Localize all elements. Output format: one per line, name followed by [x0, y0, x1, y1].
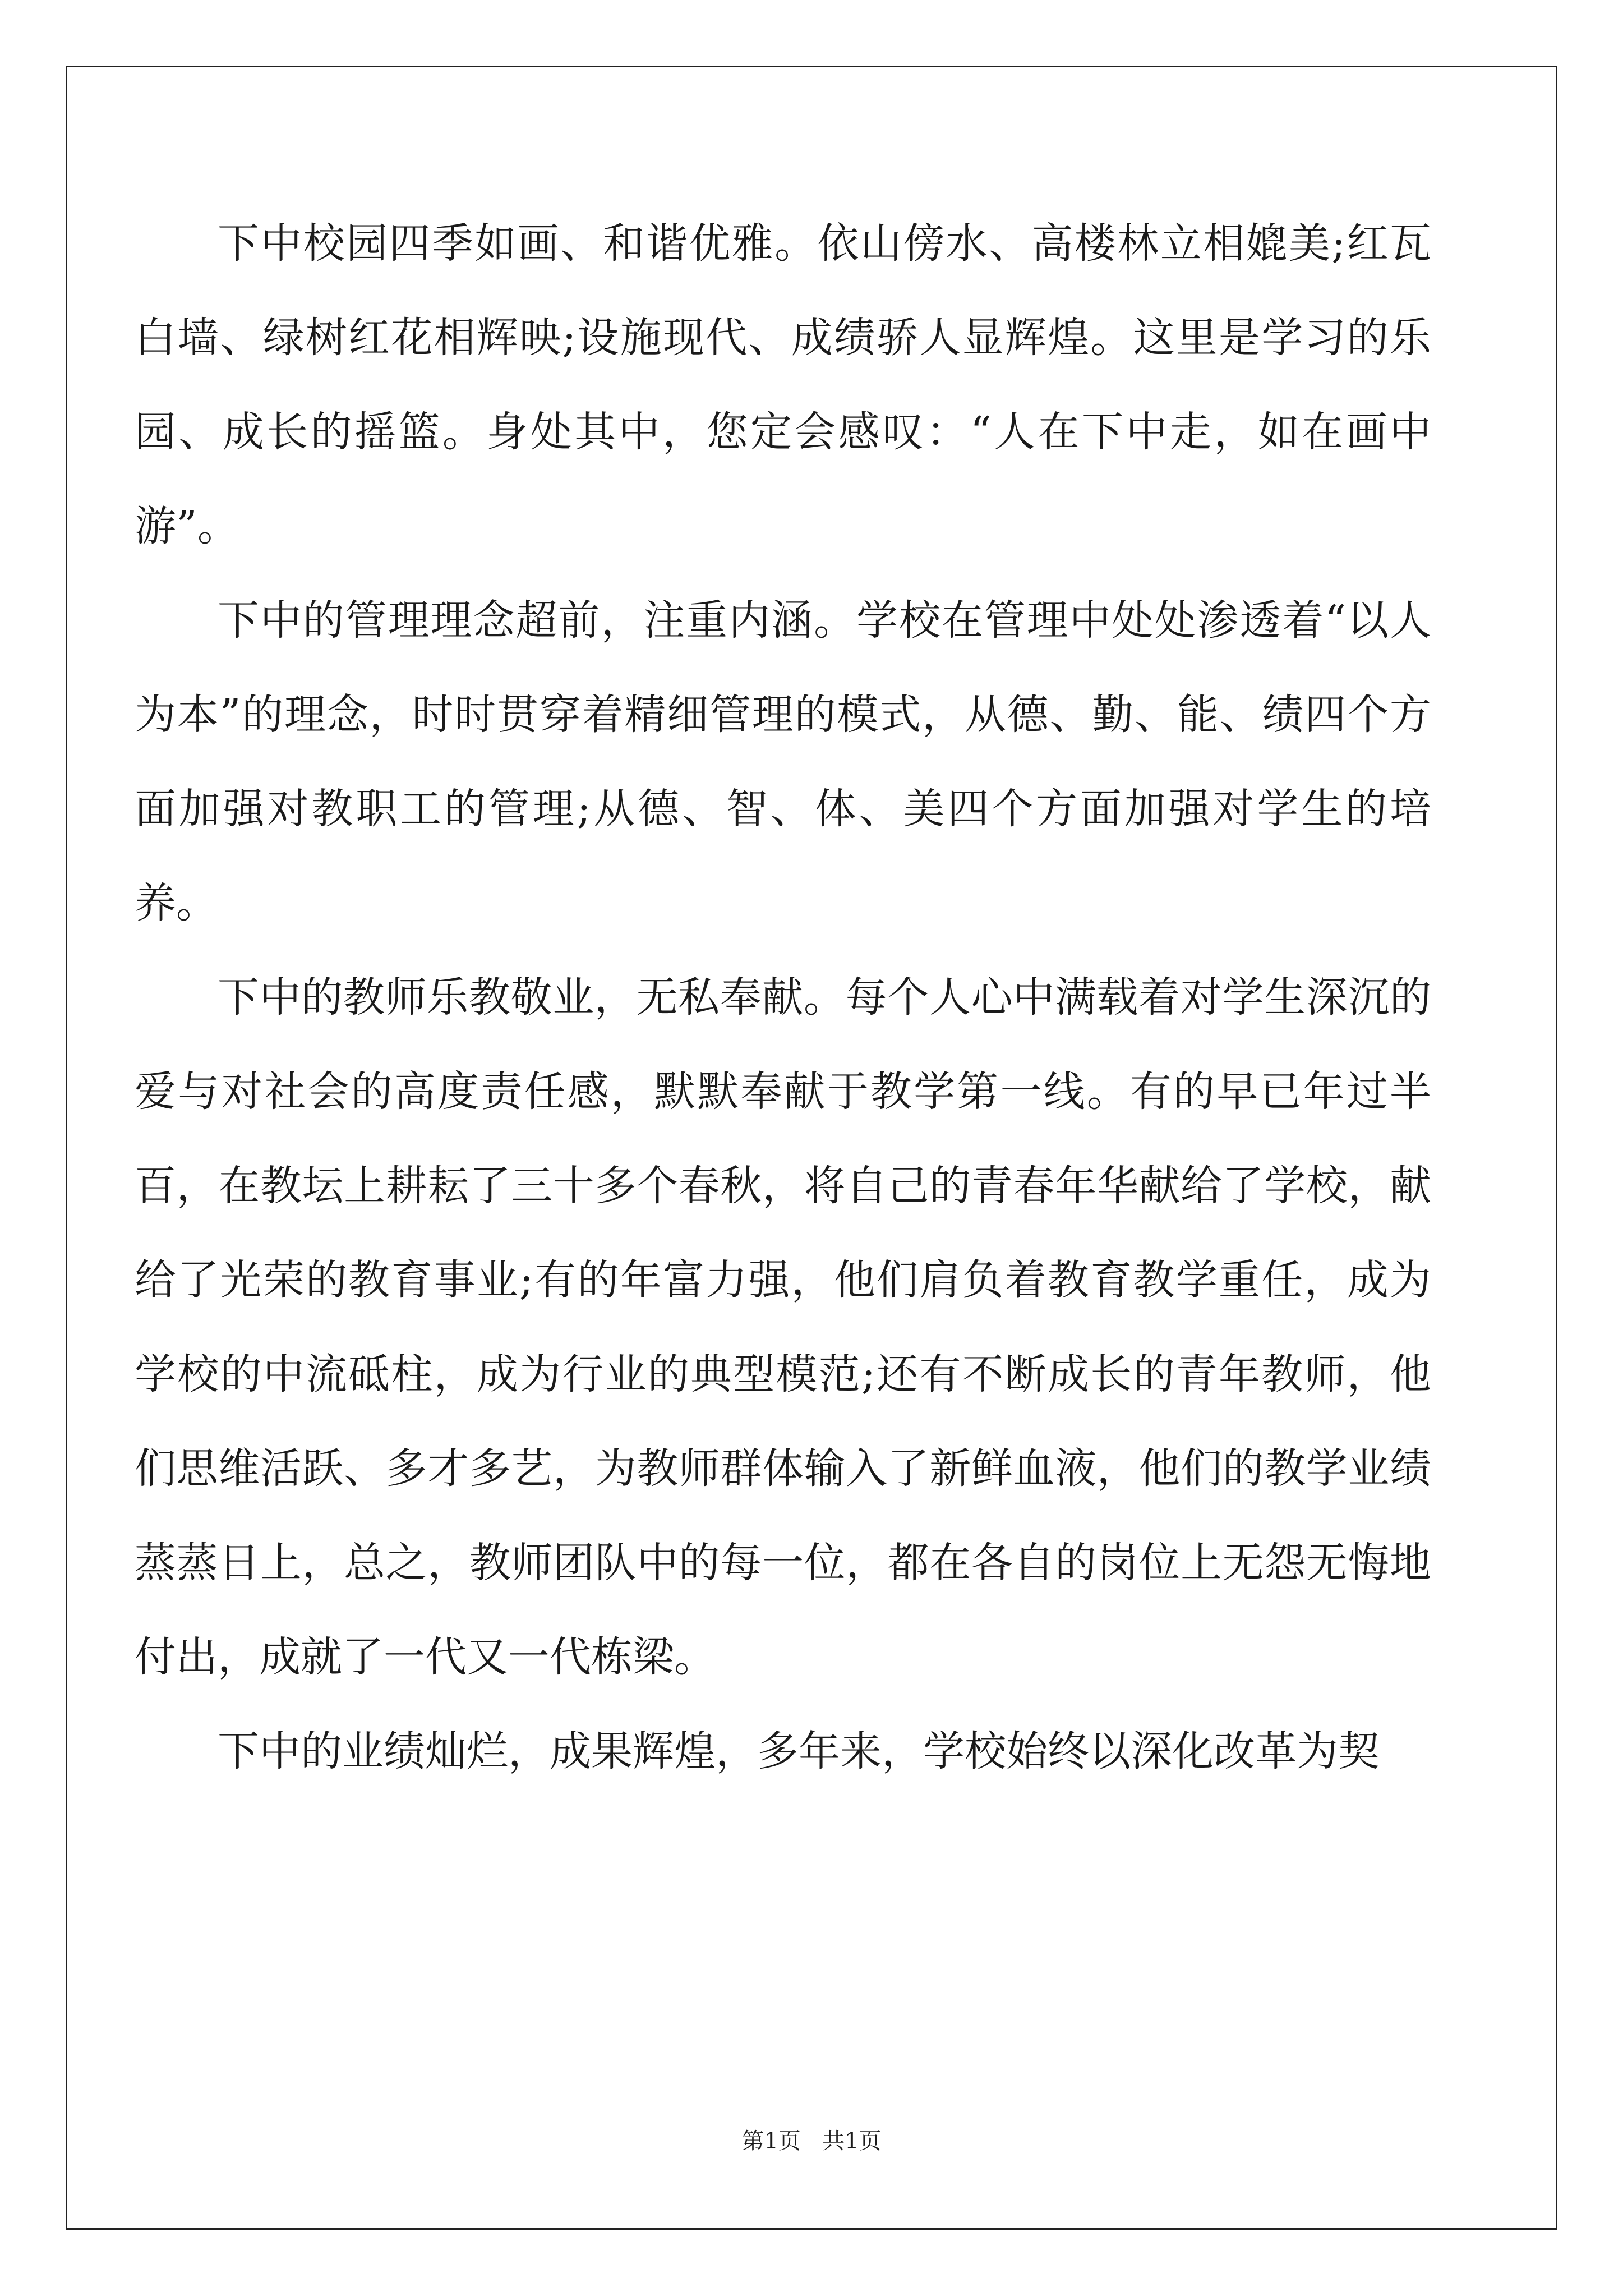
paragraph-campus: 下中校园四季如画、和谐优雅。依山傍水、高楼林立相媲美;红瓦白墙、绿树红花相辉映;设施现代、成绩骄人显辉煌。这里是学习的乐园、成长的摇篮。身处其中，您定会感叹：“人在下中走，如在画中游”。	[135, 219, 1431, 550]
page-number: 第1页	[741, 2128, 801, 2154]
paragraph-achievements: 下中的业绩灿烂，成果辉煌，多年来，学校始终以深化改革为契	[218, 1727, 1380, 1775]
document-body	[135, 196, 1431, 1798]
page-total: 共1页	[822, 2128, 882, 2154]
paragraph-management: 下中的管理理念超前，注重内涵。学校在管理中处处渗透着“以人为本”的理念，时时贯穿着精细管理的模式，从德、勤、能、绩四个方面加强对教职工的管理;从德、智、体、美四个方面加强对学生的培养。	[135, 596, 1431, 927]
paragraph-teachers: 下中的教师乐教敬业，无私奉献。每个人心中满载着对学生深沉的爱与对社会的高度责任感，默默奉献于教学第一线。有的早已年过半百，在教坛上耕耘了三十多个春秋，将自己的青春年华献给了学校，献给了光荣的教育事业;有的年富力强，他们肩负着教育教学重任，成为学校的中流砥柱，成为行业的典型模范;还有不断成长的青年教师，他们思维活跃、多才多艺，为教师群体输入了新鲜血液，他们的教学业绩蒸蒸日上，总之，教师团队中的每一位，都在各自的岗位上无怨无悔地付出，成就了一代又一代栋梁。	[135, 973, 1431, 1681]
page-footer	[0, 2123, 1623, 2155]
